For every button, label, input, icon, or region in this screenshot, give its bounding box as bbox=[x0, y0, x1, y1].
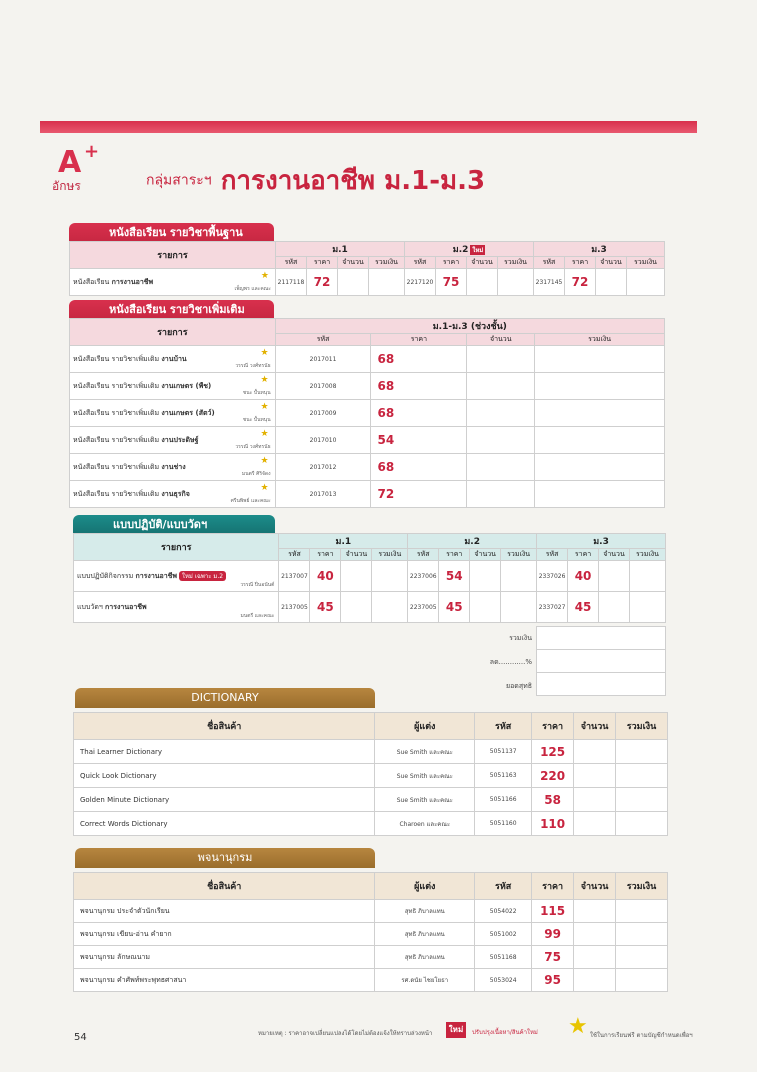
product-author: Charoen และคณะ bbox=[375, 812, 475, 836]
new-badge: ใหม่ bbox=[472, 247, 484, 254]
subcol-code: รหัส bbox=[275, 334, 371, 346]
code-cell: 2017012 bbox=[275, 454, 371, 481]
price-cell: 40 bbox=[568, 561, 599, 592]
table-row bbox=[70, 269, 665, 296]
product-name: Quick Look Dictionary bbox=[74, 764, 375, 788]
product-name: พจนานุกรม เขียน-อ่าน คำยาก bbox=[74, 923, 375, 946]
item-cell bbox=[70, 400, 276, 427]
code-cell: 5051002 bbox=[475, 923, 532, 946]
item-name: งานช่าง bbox=[161, 462, 186, 471]
price-cell: 75 bbox=[436, 269, 467, 296]
total-cell bbox=[616, 946, 668, 969]
dictionary-table bbox=[73, 712, 668, 836]
subcol-price: ราคา bbox=[436, 257, 467, 269]
item-name: งานเกษตร (พืช) bbox=[161, 381, 212, 390]
item-cell bbox=[70, 454, 276, 481]
table-row bbox=[74, 923, 668, 946]
summary-total-field[interactable] bbox=[537, 627, 666, 650]
item-cell bbox=[70, 481, 276, 508]
total-cell bbox=[501, 561, 537, 592]
grade-m2-label: ม.2 bbox=[452, 245, 469, 255]
total-cell bbox=[372, 561, 408, 592]
code-cell: 2237006 bbox=[408, 561, 439, 592]
top-banner-stripe bbox=[40, 121, 697, 133]
item-prefix: หนังสือเรียน รายวิชาเพิ่มเติม bbox=[73, 462, 160, 471]
section-thai-dictionary-title: พจนานุกรม bbox=[75, 848, 375, 868]
code-cell: 2017013 bbox=[275, 481, 371, 508]
aksorn-logo bbox=[44, 141, 134, 195]
item-author: ชนะ ปั้นทนุน bbox=[242, 417, 271, 423]
table-row bbox=[70, 373, 665, 400]
subcol-price: ราคา bbox=[568, 549, 599, 561]
qty-input[interactable] bbox=[574, 812, 616, 836]
col-price-header: ราคา bbox=[532, 713, 574, 740]
table-row bbox=[74, 592, 666, 623]
subcol-total: รวมเงิน bbox=[498, 257, 534, 269]
col-qty-header: จำนวน bbox=[574, 713, 616, 740]
qty-input[interactable] bbox=[467, 400, 535, 427]
table-row bbox=[70, 400, 665, 427]
star-icon: ★ bbox=[260, 271, 269, 281]
item-name: งานประดิษฐ์ bbox=[161, 435, 199, 444]
code-cell: 2217120 bbox=[405, 269, 436, 296]
total-cell bbox=[616, 788, 668, 812]
table-row bbox=[74, 764, 668, 788]
item-name: การงานอาชีพ bbox=[111, 277, 154, 286]
total-cell bbox=[535, 427, 665, 454]
grade-m3-header: ม.3 bbox=[534, 242, 665, 257]
item-name: งานธุรกิจ bbox=[161, 489, 190, 498]
table-row bbox=[74, 812, 668, 836]
total-cell bbox=[627, 269, 665, 296]
col-items-header: รายการ bbox=[70, 242, 276, 269]
grade-m3-header: ม.3 bbox=[537, 534, 666, 549]
col-product-header: ชื่อสินค้า bbox=[74, 713, 375, 740]
page-title bbox=[146, 160, 485, 201]
price-cell: 58 bbox=[532, 788, 574, 812]
summary-discount-label: ลด............% bbox=[489, 658, 532, 666]
total-cell bbox=[616, 900, 668, 923]
item-prefix: หนังสือเรียน bbox=[73, 277, 110, 286]
item-cell bbox=[70, 427, 276, 454]
summary-table bbox=[536, 626, 666, 696]
col-price-header: ราคา bbox=[532, 873, 574, 900]
item-prefix: หนังสือเรียน รายวิชาเพิ่มเติม bbox=[73, 354, 160, 363]
grade-m1-header: ม.1 bbox=[279, 534, 408, 549]
total-cell bbox=[535, 400, 665, 427]
subcol-code: รหัส bbox=[537, 549, 568, 561]
subcol-total: รวมเงิน bbox=[627, 257, 665, 269]
qty-input[interactable] bbox=[338, 269, 369, 296]
qty-input[interactable] bbox=[574, 946, 616, 969]
product-name: พจนานุกรม คำศัพท์พระพุทธศาสนา bbox=[74, 969, 375, 992]
price-cell: 45 bbox=[568, 592, 599, 623]
code-cell: 2017011 bbox=[275, 346, 371, 373]
qty-input[interactable] bbox=[467, 427, 535, 454]
subcol-total: รวมเงิน bbox=[535, 334, 665, 346]
item-prefix: หนังสือเรียน รายวิชาเพิ่มเติม bbox=[73, 435, 160, 444]
price-cell: 68 bbox=[371, 346, 467, 373]
grade-m2-header: ม.2 bbox=[408, 534, 537, 549]
subcol-qty: จำนวน bbox=[596, 257, 627, 269]
item-cell bbox=[74, 592, 279, 623]
new-m2-badge: ใหม่ เฉพาะ ม.2 bbox=[179, 571, 226, 581]
price-cell: 45 bbox=[310, 592, 341, 623]
qty-input[interactable] bbox=[574, 900, 616, 923]
price-cell: 110 bbox=[532, 812, 574, 836]
subcol-code: รหัส bbox=[279, 549, 310, 561]
total-cell bbox=[630, 592, 666, 623]
total-cell bbox=[616, 812, 668, 836]
summary-discount-field[interactable] bbox=[537, 650, 666, 673]
item-name: การงานอาชีพ bbox=[105, 602, 147, 611]
table-row bbox=[74, 900, 668, 923]
total-cell bbox=[372, 592, 408, 623]
total-cell bbox=[630, 561, 666, 592]
item-name: การงานอาชีพ bbox=[135, 571, 178, 580]
summary-net-field[interactable] bbox=[537, 673, 666, 696]
item-name: งานบ้าน bbox=[161, 354, 187, 363]
col-items-header: รายการ bbox=[74, 534, 279, 561]
price-cell: 68 bbox=[371, 454, 467, 481]
price-cell: 95 bbox=[532, 969, 574, 992]
subcol-price: ราคา bbox=[371, 334, 467, 346]
code-cell: 2017009 bbox=[275, 400, 371, 427]
section-elective-title: หนังสือเรียน รายวิชาเพิ่มเติม bbox=[69, 300, 274, 320]
product-name: Golden Minute Dictionary bbox=[74, 788, 375, 812]
product-name: Thai Learner Dictionary bbox=[74, 740, 375, 764]
item-prefix: หนังสือเรียน รายวิชาเพิ่มเติม bbox=[73, 381, 160, 390]
code-cell: 5051160 bbox=[475, 812, 532, 836]
table-row bbox=[74, 946, 668, 969]
qty-input[interactable] bbox=[599, 561, 630, 592]
qty-input[interactable] bbox=[467, 269, 498, 296]
total-cell bbox=[535, 454, 665, 481]
title-main: การงานอาชีพ ม.1-ม.3 bbox=[220, 166, 486, 196]
code-cell: 2137005 bbox=[279, 592, 310, 623]
table-row bbox=[70, 427, 665, 454]
qty-input[interactable] bbox=[470, 592, 501, 623]
star-icon: ★ bbox=[260, 429, 269, 439]
footer-note: หมายเหตุ : ราคาอาจเปลี่ยนแปลงได้โดยไม่ต้องแจ้งให้ทราบล่วงหน้า bbox=[258, 1030, 433, 1037]
subcol-total: รวมเงิน bbox=[501, 549, 537, 561]
qty-input[interactable] bbox=[574, 788, 616, 812]
title-prefix: กลุ่มสาระฯ bbox=[146, 172, 212, 189]
price-cell: 75 bbox=[532, 946, 574, 969]
summary-net-label: ยอดสุทธิ bbox=[505, 682, 532, 690]
item-prefix: หนังสือเรียน รายวิชาเพิ่มเติม bbox=[73, 408, 160, 417]
item-prefix: แบบปฏิบัติกิจกรรม bbox=[77, 571, 134, 580]
product-author: Sue Smith และคณะ bbox=[375, 740, 475, 764]
product-author: สุทธิ ภิบาลแทน bbox=[375, 946, 475, 969]
subcol-code: รหัส bbox=[408, 549, 439, 561]
col-items-header: รายการ bbox=[70, 319, 276, 346]
subcol-qty: จำนวน bbox=[470, 549, 501, 561]
code-cell: 2317145 bbox=[534, 269, 565, 296]
item-cell bbox=[74, 561, 279, 592]
item-author: มนตรี และคณะ bbox=[240, 613, 275, 619]
subcol-total: รวมเงิน bbox=[372, 549, 408, 561]
price-cell: 72 bbox=[371, 481, 467, 508]
qty-input[interactable] bbox=[467, 346, 535, 373]
subcol-price: ราคา bbox=[310, 549, 341, 561]
code-cell: 2237005 bbox=[408, 592, 439, 623]
subcol-qty: จำนวน bbox=[341, 549, 372, 561]
star-icon: ★ bbox=[260, 375, 269, 385]
table-row bbox=[74, 740, 668, 764]
product-name: พจนานุกรม ประจำตัวนักเรียน bbox=[74, 900, 375, 923]
code-cell: 5053024 bbox=[475, 969, 532, 992]
price-cell: 68 bbox=[371, 373, 467, 400]
code-cell: 5051163 bbox=[475, 764, 532, 788]
price-cell: 115 bbox=[532, 900, 574, 923]
table-row bbox=[70, 481, 665, 508]
subcol-price: ราคา bbox=[439, 549, 470, 561]
product-author: Sue Smith และคณะ bbox=[375, 788, 475, 812]
code-cell: 2137007 bbox=[279, 561, 310, 592]
qty-input[interactable] bbox=[574, 969, 616, 992]
total-cell bbox=[498, 269, 534, 296]
qty-input[interactable] bbox=[596, 269, 627, 296]
qty-input[interactable] bbox=[467, 454, 535, 481]
code-cell: 5051168 bbox=[475, 946, 532, 969]
price-cell: 54 bbox=[371, 427, 467, 454]
total-cell bbox=[535, 481, 665, 508]
code-cell: 2337026 bbox=[537, 561, 568, 592]
logo-plus-icon: + bbox=[84, 141, 100, 162]
product-author: สุทธิ ภิบาลแทน bbox=[375, 900, 475, 923]
code-cell: 2017008 bbox=[275, 373, 371, 400]
total-cell bbox=[369, 269, 405, 296]
new-legend-text: ปรับปรุงเนื้อหา/สินค้าใหม่ bbox=[472, 1029, 538, 1036]
total-cell bbox=[501, 592, 537, 623]
item-cell bbox=[70, 373, 276, 400]
col-code-header: รหัส bbox=[475, 873, 532, 900]
item-author: วรรณี วงศ์ทรนัธ bbox=[235, 444, 271, 450]
item-author: เพ็ญพร และคณะ bbox=[234, 286, 271, 292]
col-qty-header: จำนวน bbox=[574, 873, 616, 900]
workbook-table bbox=[73, 533, 666, 623]
total-cell bbox=[616, 740, 668, 764]
price-cell: 54 bbox=[439, 561, 470, 592]
item-cell bbox=[70, 346, 276, 373]
subcol-price: ราคา bbox=[307, 257, 338, 269]
subcol-total: รวมเงิน bbox=[630, 549, 666, 561]
qty-input[interactable] bbox=[467, 481, 535, 508]
col-product-header: ชื่อสินค้า bbox=[74, 873, 375, 900]
subcol-total: รวมเงิน bbox=[369, 257, 405, 269]
total-cell bbox=[616, 764, 668, 788]
section-basic-title: หนังสือเรียน รายวิชาพื้นฐาน bbox=[69, 223, 274, 243]
qty-input[interactable] bbox=[574, 923, 616, 946]
table-row bbox=[70, 346, 665, 373]
price-cell: 220 bbox=[532, 764, 574, 788]
item-author: ศรีนพิพย์ และคณะ bbox=[230, 498, 271, 504]
new-legend-badge: ใหม่ bbox=[446, 1022, 466, 1038]
basic-books-table bbox=[69, 241, 665, 296]
subcol-code: รหัส bbox=[534, 257, 565, 269]
code-cell: 5054022 bbox=[475, 900, 532, 923]
item-author: มนตรี ศิริจัดง bbox=[241, 471, 271, 477]
col-author-header: ผู้แต่ง bbox=[375, 713, 475, 740]
table-row bbox=[74, 788, 668, 812]
qty-input[interactable] bbox=[341, 561, 372, 592]
product-author: รศ.ดนัย ไชยโยธา bbox=[375, 969, 475, 992]
item-prefix: แบบวัดฯ bbox=[77, 602, 103, 611]
qty-input[interactable] bbox=[599, 592, 630, 623]
qty-input[interactable] bbox=[341, 592, 372, 623]
table-row bbox=[74, 561, 666, 592]
page-number: 54 bbox=[74, 1032, 87, 1043]
subcol-code: รหัส bbox=[405, 257, 436, 269]
item-prefix: หนังสือเรียน รายวิชาเพิ่มเติม bbox=[73, 489, 160, 498]
star-icon: ★ bbox=[260, 456, 269, 466]
subcol-qty: จำนวน bbox=[338, 257, 369, 269]
col-code-header: รหัส bbox=[475, 713, 532, 740]
product-name: พจนานุกรม ลักษณนาม bbox=[74, 946, 375, 969]
summary-total-label: รวมเงิน bbox=[509, 634, 532, 642]
col-author-header: ผู้แต่ง bbox=[375, 873, 475, 900]
code-cell: 2017010 bbox=[275, 427, 371, 454]
code-cell: 5051137 bbox=[475, 740, 532, 764]
price-cell: 40 bbox=[310, 561, 341, 592]
qty-input[interactable] bbox=[470, 561, 501, 592]
star-icon: ★ bbox=[260, 483, 269, 493]
elective-books-table bbox=[69, 318, 665, 508]
table-row bbox=[74, 969, 668, 992]
logo-text: อักษร bbox=[52, 179, 81, 193]
subcol-qty: จำนวน bbox=[467, 334, 535, 346]
subcol-price: ราคา bbox=[565, 257, 596, 269]
star-icon: ★ bbox=[568, 1014, 588, 1039]
item-cell bbox=[70, 269, 276, 296]
section-workbook-title: แบบปฏิบัติ/แบบวัดฯ bbox=[73, 515, 275, 535]
code-cell: 5051166 bbox=[475, 788, 532, 812]
product-author: สุทธิ ภิบาลแทน bbox=[375, 923, 475, 946]
item-author: ชนะ ปั้นทนุน bbox=[242, 390, 271, 396]
qty-input[interactable] bbox=[467, 373, 535, 400]
item-author: วรรณี ปิ่นอนันต์ bbox=[240, 582, 275, 588]
star-legend-text: ใช้ในการเรียนฟรี ตามบัญชีกำหนดเพื่อฯ bbox=[590, 1032, 693, 1039]
code-cell: 2337027 bbox=[537, 592, 568, 623]
item-name: งานเกษตร (สัตว์) bbox=[161, 408, 215, 417]
product-name: Correct Words Dictionary bbox=[74, 812, 375, 836]
subcol-qty: จำนวน bbox=[599, 549, 630, 561]
total-cell bbox=[535, 373, 665, 400]
price-cell: 45 bbox=[439, 592, 470, 623]
code-cell: 2117118 bbox=[276, 269, 307, 296]
star-icon: ★ bbox=[260, 402, 269, 412]
item-author: วรรณี วงศ์ทรนัธ bbox=[235, 363, 271, 369]
qty-input[interactable] bbox=[574, 764, 616, 788]
price-cell: 68 bbox=[371, 400, 467, 427]
price-cell: 99 bbox=[532, 923, 574, 946]
product-author: Sue Smith และคณะ bbox=[375, 764, 475, 788]
grade-m1-header: ม.1 bbox=[276, 242, 405, 257]
qty-input[interactable] bbox=[574, 740, 616, 764]
price-cell: 72 bbox=[307, 269, 338, 296]
section-dictionary-title: DICTIONARY bbox=[75, 688, 375, 708]
thai-dictionary-table bbox=[73, 872, 668, 992]
total-cell bbox=[616, 969, 668, 992]
col-total-header: รวมเงิน bbox=[616, 873, 668, 900]
logo-letter: A bbox=[58, 145, 82, 180]
price-cell: 72 bbox=[565, 269, 596, 296]
subcol-qty: จำนวน bbox=[467, 257, 498, 269]
total-cell bbox=[535, 346, 665, 373]
grade-m2-header bbox=[405, 242, 534, 257]
price-cell: 125 bbox=[532, 740, 574, 764]
star-icon: ★ bbox=[260, 348, 269, 358]
col-total-header: รวมเงิน bbox=[616, 713, 668, 740]
group-header: ม.1-ม.3 (ช่วงชั้น) bbox=[275, 319, 664, 334]
subcol-code: รหัส bbox=[276, 257, 307, 269]
total-cell bbox=[616, 923, 668, 946]
table-row bbox=[70, 454, 665, 481]
